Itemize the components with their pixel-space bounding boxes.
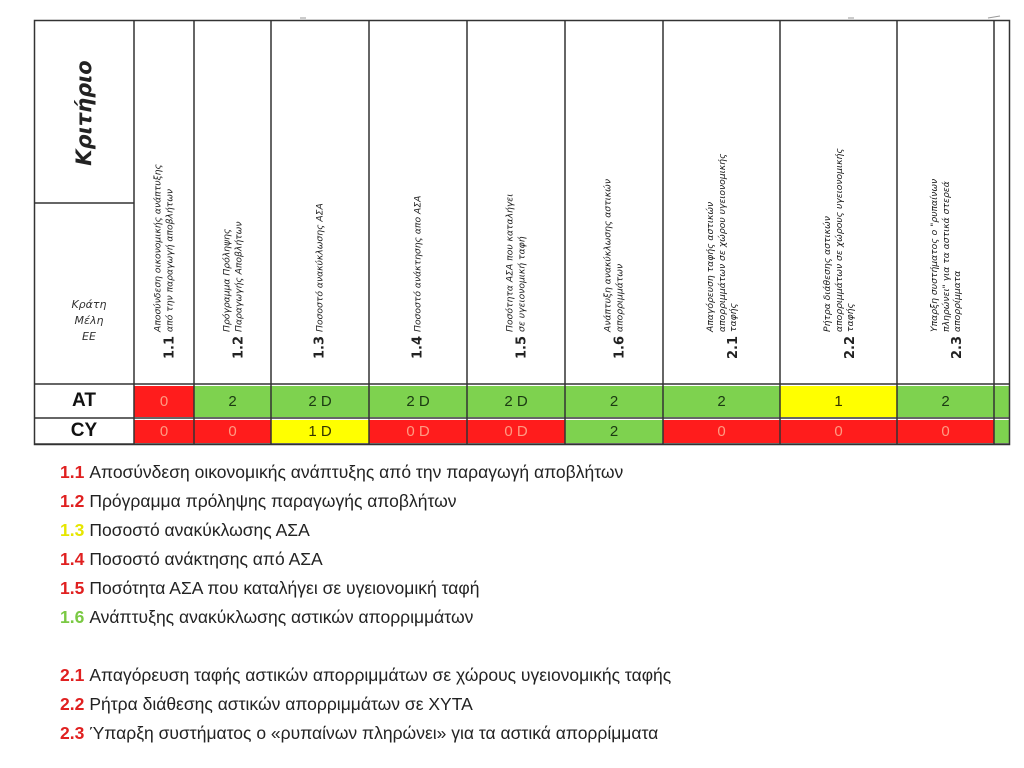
legend-code: 1.5 bbox=[60, 578, 85, 598]
score-cell: 0 bbox=[663, 420, 780, 443]
column-label bbox=[928, 179, 963, 332]
score-cell: 2 bbox=[194, 386, 271, 417]
country-code: AT bbox=[72, 390, 96, 411]
column-label bbox=[314, 203, 326, 332]
legend-text: Ποσότητα ΑΣΑ που καταλήγει σε υγειονομική ταφή bbox=[89, 578, 480, 598]
score-cell: 0 bbox=[194, 420, 271, 443]
column-label-line: ταφής bbox=[844, 303, 856, 332]
column-label-line: απορριμμάτων σε χώρους υγειονομικής bbox=[832, 148, 844, 332]
legend-text: Ύπαρξη συστήματος ο «ρυπαίνων πληρώνει» για τα αστικά απορρίμματα bbox=[89, 723, 659, 743]
column-number: 1.6 bbox=[612, 335, 627, 359]
criterion-header-cell bbox=[34, 20, 134, 205]
legend-code: 1.2 bbox=[60, 491, 85, 511]
column-number: 2.3 bbox=[949, 335, 965, 359]
column-label bbox=[704, 154, 739, 332]
score-cell: 2 D bbox=[271, 386, 369, 417]
column-label-line: ταφής bbox=[727, 303, 739, 332]
column-header-1-3 bbox=[271, 20, 369, 384]
legend-text: Ποσοστό ανάκτησης από ΑΣΑ bbox=[89, 549, 323, 569]
column-number: 2.2 bbox=[842, 335, 858, 359]
legend-spacer bbox=[60, 632, 1010, 661]
column-header-text bbox=[603, 37, 626, 367]
column-label-line: Αποσύνδεση οικονομικής ανάπτυξης bbox=[152, 164, 164, 332]
column-label bbox=[412, 196, 424, 332]
criteria-legend bbox=[60, 458, 1010, 748]
column-label-line: από την παραγωγή αποβλήτων bbox=[164, 188, 175, 332]
column-label bbox=[603, 179, 626, 332]
legend-code: 2.1 bbox=[60, 665, 85, 685]
column-label-line: Πρόγραμμα Πρόληψης bbox=[221, 228, 232, 332]
legend-code: 1.6 bbox=[60, 607, 85, 627]
column-label-line: Υπαρξη συστήματος ο "ρυπαίνων bbox=[928, 178, 940, 332]
legend-code: 2.2 bbox=[60, 694, 85, 714]
column-header-1-4 bbox=[369, 20, 467, 384]
score-cell: 2 bbox=[897, 386, 994, 417]
column-header-text bbox=[153, 37, 176, 367]
column-number: 1.3 bbox=[312, 335, 328, 359]
column-header-2-3 bbox=[897, 20, 994, 384]
criterion-title: Κριτήριο bbox=[72, 59, 96, 166]
legend-code: 1.3 bbox=[60, 520, 85, 540]
member-states-label bbox=[44, 297, 134, 345]
column-header-1-1 bbox=[134, 20, 194, 384]
legend-code: 1.4 bbox=[60, 549, 85, 569]
column-label-line: Ποσοστό ανακύκλωσης ΑΣΑ bbox=[314, 203, 326, 332]
score-cell: 0 bbox=[134, 420, 194, 443]
column-header-text bbox=[221, 37, 244, 367]
column-header-text bbox=[821, 37, 856, 367]
legend-item bbox=[60, 574, 1010, 603]
column-label-line: απορριμμάτων σε χώρου υγειονομικής bbox=[715, 153, 727, 332]
legend-code: 2.3 bbox=[60, 723, 85, 743]
score-cell: 0 D bbox=[467, 420, 565, 443]
column-header-2-1 bbox=[663, 20, 780, 384]
column-number: 1.1 bbox=[162, 335, 177, 359]
score-cell: 1 bbox=[780, 386, 897, 417]
column-label bbox=[153, 164, 176, 332]
legend-item bbox=[60, 690, 1010, 719]
column-header-1-5 bbox=[467, 20, 565, 384]
score-cell bbox=[994, 386, 1010, 417]
legend-item bbox=[60, 603, 1010, 632]
column-label-line: Ποσοστό ανάκτησης απο ΑΣΑ bbox=[412, 195, 424, 332]
legend-text: Αποσύνδεση οικονομικής ανάπτυξης από την παραγωγή αποβλήτων bbox=[89, 462, 624, 482]
score-cell bbox=[994, 420, 1010, 443]
legend-item bbox=[60, 661, 1010, 690]
criteria-table bbox=[34, 18, 1004, 445]
country-code: CY bbox=[70, 420, 98, 441]
column-number: 2.1 bbox=[725, 335, 741, 359]
column-header-text bbox=[928, 37, 963, 367]
column-label-line: Απαγόρευση ταφής αστικών bbox=[704, 201, 716, 332]
column-label-line: σε υγειονομική ταφή bbox=[516, 236, 527, 332]
score-cell: 2 bbox=[663, 386, 780, 417]
column-label-line: Ρήτρα διάθεσης αστικών bbox=[821, 216, 833, 332]
legend-code: 1.1 bbox=[60, 462, 85, 482]
legend-item bbox=[60, 458, 1010, 487]
legend-item bbox=[60, 545, 1010, 574]
score-cell: 1 D bbox=[271, 420, 369, 443]
column-label-line: Παραγωγής Αποβλήτων bbox=[232, 221, 244, 332]
score-cell: 0 bbox=[897, 420, 994, 443]
legend-text: Απαγόρευση ταφής αστικών απορριμμάτων σε χώρους υγειονομικής ταφής bbox=[89, 665, 672, 685]
column-number: 1.2 bbox=[230, 335, 246, 359]
legend-text: Ποσοστό ανακύκλωσης ΑΣΑ bbox=[89, 520, 310, 540]
legend-item bbox=[60, 487, 1010, 516]
column-label bbox=[505, 194, 528, 332]
column-label-line: πληρώνει" για τα αστικά στερεά bbox=[939, 181, 951, 332]
legend-text: Ρήτρα διάθεσης αστικών απορριμμάτων σε ΧΥΤΑ bbox=[89, 694, 473, 714]
score-cell: 0 D bbox=[369, 420, 467, 443]
column-header-1-2 bbox=[194, 20, 271, 384]
column-label-line: Ποσότητα ΑΣΑ που καταλήγει bbox=[504, 193, 516, 332]
column-header-text bbox=[412, 37, 424, 367]
score-cell: 0 bbox=[134, 386, 194, 417]
column-header-2-2 bbox=[780, 20, 897, 384]
column-header-text bbox=[505, 37, 528, 367]
score-cell: 2 D bbox=[467, 386, 565, 417]
legend-text: Πρόγραμμα πρόληψης παραγωγής αποβλήτων bbox=[89, 491, 457, 511]
score-cell: 2 bbox=[565, 420, 663, 443]
column-label-line: απορρίμματα bbox=[951, 270, 963, 332]
score-cell: 2 bbox=[565, 386, 663, 417]
column-header-text bbox=[314, 37, 326, 367]
column-label-line: Ανάπτυξη ανακύκλωσης αστικών bbox=[602, 179, 614, 332]
column-number: 1.5 bbox=[514, 335, 529, 359]
legend-item bbox=[60, 719, 1010, 748]
column-number: 1.4 bbox=[410, 335, 426, 359]
legend-item bbox=[60, 516, 1010, 545]
score-cell: 2 D bbox=[369, 386, 467, 417]
states-label-line: ΕΕ bbox=[82, 330, 96, 343]
states-label-line: Μέλη bbox=[74, 314, 104, 327]
column-header-text bbox=[704, 37, 739, 367]
column-label bbox=[821, 148, 856, 332]
column-label bbox=[221, 221, 244, 331]
column-header-1-6 bbox=[565, 20, 663, 384]
states-label-line: Κράτη bbox=[71, 298, 107, 311]
legend-text: Ανάπτυξης ανακύκλωσης αστικών απορριμμάτων bbox=[89, 607, 474, 627]
column-label-line: απορριμμάτων bbox=[614, 263, 625, 332]
score-cell: 0 bbox=[780, 420, 897, 443]
